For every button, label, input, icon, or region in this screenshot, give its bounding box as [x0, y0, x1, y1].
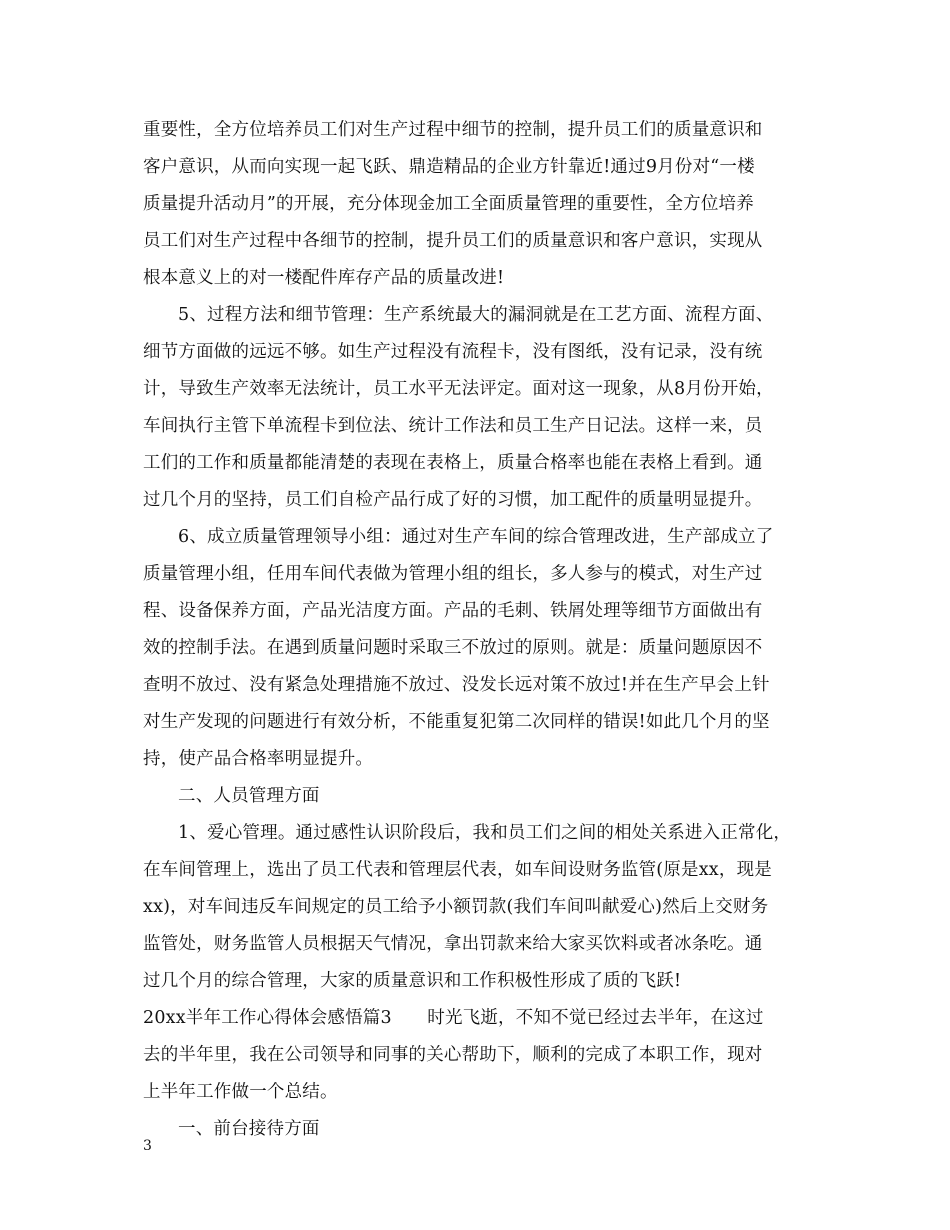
- text-line: 效的控制手法。在遇到质量问题时采取三不放过的原则。就是：质量问题原因不: [143, 638, 763, 658]
- text-line: 员工们对生产过程中各细节的控制，提升员工们的质量意识和客户意识，实现从: [143, 231, 763, 251]
- text-line: 质量管理小组，任用车间代表做为管理小组的组长，多人参与的模式，对生产过: [143, 564, 763, 584]
- article-title-line: 20xx半年工作心得体会感悟篇3 时光飞逝，不知不觉已经过去半年，在这过: [143, 1008, 764, 1028]
- text-line: 持，使产品合格率明显提升。: [143, 749, 374, 769]
- text-line: 客户意识，从而向实现一起飞跃、鼎造精品的企业方针靠近!通过9月份对“一楼: [143, 157, 755, 177]
- text-line: 程、设备保养方面，产品光洁度方面。产品的毛刺、铁屑处理等细节方面做出有: [143, 601, 763, 621]
- text-line: 上半年工作做一个总结。: [143, 1082, 338, 1102]
- text-line: 根本意义上的对一楼配件库存产品的质量改进!: [143, 268, 505, 288]
- text-line: 车间执行主管下单流程卡到位法、统计工作法和员工生产日记法。这样一来，员: [143, 416, 763, 436]
- text-line: 重要性，全方位培养员工们对生产过程中细节的控制，提升员工们的质量意识和: [143, 120, 763, 140]
- section-heading: 二、人员管理方面: [178, 786, 320, 806]
- text-line: 过几个月的坚持，员工们自检产品行成了好的习惯，加工配件的质量明显提升。: [143, 490, 763, 510]
- paragraph-first-line: 6、成立质量管理领导小组：通过对生产车间的综合管理改进，生产部成立了: [178, 527, 774, 547]
- text-line: 计，导致生产效率无法统计，员工水平无法评定。面对这一现象，从8月份开始，: [143, 379, 774, 399]
- text-line: 去的半年里，我在公司领导和同事的关心帮助下，顺利的完成了本职工作，现对: [143, 1045, 763, 1065]
- page-number: 3: [143, 1138, 152, 1154]
- section-heading: 一、前台接待方面: [178, 1119, 320, 1139]
- paragraph-first-line: 5、过程方法和细节管理：生产系统最大的漏洞就是在工艺方面、流程方面、: [178, 305, 774, 325]
- paragraph-first-line: 1、爱心管理。通过感性认识阶段后，我和员工们之间的相处关系进入正常化，: [178, 823, 792, 843]
- text-line: xx)，对车间违反车间规定的员工给予小额罚款(我们车间叫献爱心)然后上交财务: [143, 897, 769, 917]
- text-line: 查明不放过、没有紧急处理措施不放过、没发长远对策不放过!并在生产早会上针: [143, 675, 770, 695]
- text-line: 质量提升活动月”的开展，充分体现金加工全面质量管理的重要性，全方位培养: [143, 194, 754, 214]
- text-line: 工们的工作和质量都能清楚的表现在表格上，质量合格率也能在表格上看到。通: [143, 453, 763, 473]
- text-line: 在车间管理上，选出了员工代表和管理层代表，如车间设财务监管(原是xx，现是: [143, 860, 772, 880]
- text-line: 监管处，财务监管人员根据天气情况，拿出罚款来给大家买饮料或者冰条吃。通: [143, 934, 763, 954]
- text-line: 细节方面做的远远不够。如生产过程没有流程卡，没有图纸，没有记录，没有统: [143, 342, 763, 362]
- text-line: 过几个月的综合管理，大家的质量意识和工作积极性形成了质的飞跃!: [143, 971, 682, 991]
- text-line: 对生产发现的问题进行有效分析，不能重复犯第二次同样的错误!如此几个月的坚: [143, 712, 770, 732]
